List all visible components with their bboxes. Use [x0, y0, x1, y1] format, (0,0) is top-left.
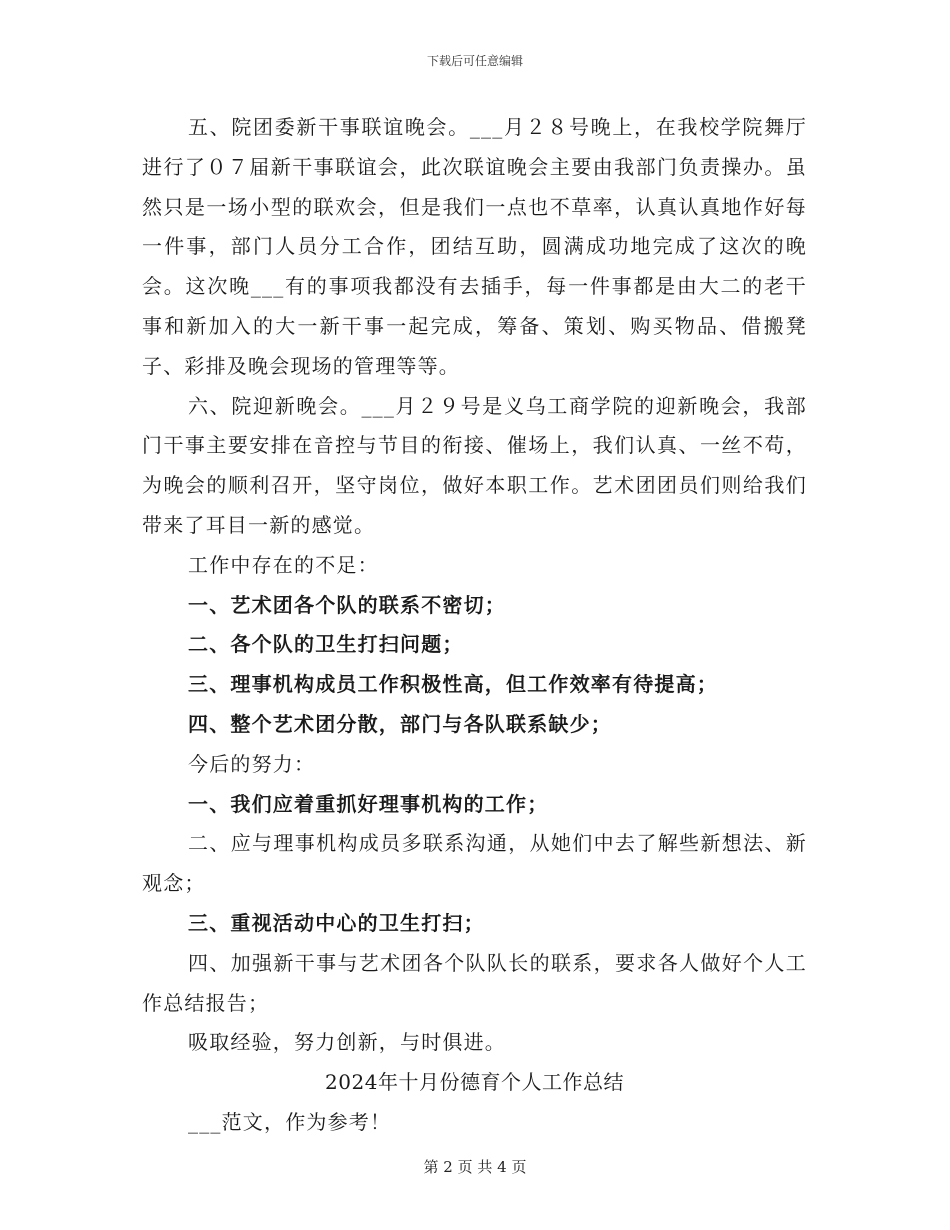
effort-3: 三、重视活动中心的卫生打扫；: [188, 910, 485, 935]
shortcoming-1: 一、艺术团各个队的联系不密切；: [188, 592, 506, 617]
page-header: 下载后可任意编辑: [426, 54, 523, 68]
section-title: 2024年十月份德育个人工作总结: [325, 1070, 624, 1095]
shortcomings-heading: 工作中存在的不足：: [188, 552, 379, 577]
shortcoming-2: 二、各个队的卫生打扫问题；: [188, 632, 464, 657]
paragraph-item-6: 六、院迎新晚会。___月２９号是义乌工商学院的迎新晚会，我部门干事主要安排在音控与节目的衔接、催场上，我们认真、一丝不苟，为晚会的顺利召开，坚守岗位，做好本职工作。艺术团团员们则给我们带来了耳目一新的感觉。: [142, 393, 807, 537]
shortcoming-3: 三、理事机构成员工作积极性高，但工作效率有待提高；: [188, 672, 718, 697]
effort-1: 一、我们应着重抓好理事机构的工作；: [188, 791, 549, 816]
effort-4: 四、加强新干事与艺术团各个队队长的联系，要求各人做好个人工作总结报告；: [142, 950, 807, 1015]
shortcoming-4: 四、整个艺术团分散，部门与各队联系缺少；: [188, 711, 612, 736]
document-body: [142, 108, 807, 1143]
efforts-heading: 今后的努力：: [188, 751, 316, 776]
intro-line: ___范文，作为参考！: [188, 1109, 392, 1134]
closing-line: 吸取经验，努力创新，与时俱进。: [188, 1030, 506, 1055]
page-footer: 第 2 页 共 4 页: [423, 1158, 527, 1176]
effort-2: 二、应与理事机构成员多联系沟通，从她们中去了解些新想法、新观念；: [142, 831, 807, 896]
paragraph-item-5: 五、院团委新干事联谊晚会。___月２８号晚上，在我校学院舞厅进行了０７届新干事联谊会，此次联谊晚会主要由我部门负责操办。虽然只是一场小型的联欢会，但是我们一点也不草率，认真认真地作好每一件事，部门人员分工合作，团结互助，圆满成功地完成了这次的晚会。这次晚___有的事项我都没有去插手，每一件事都是由大二的老干事和新加入的大一新干事一起完成，筹备、策划、购买物品、借搬凳子、彩排及晚会现场的管理等等。: [142, 115, 807, 378]
